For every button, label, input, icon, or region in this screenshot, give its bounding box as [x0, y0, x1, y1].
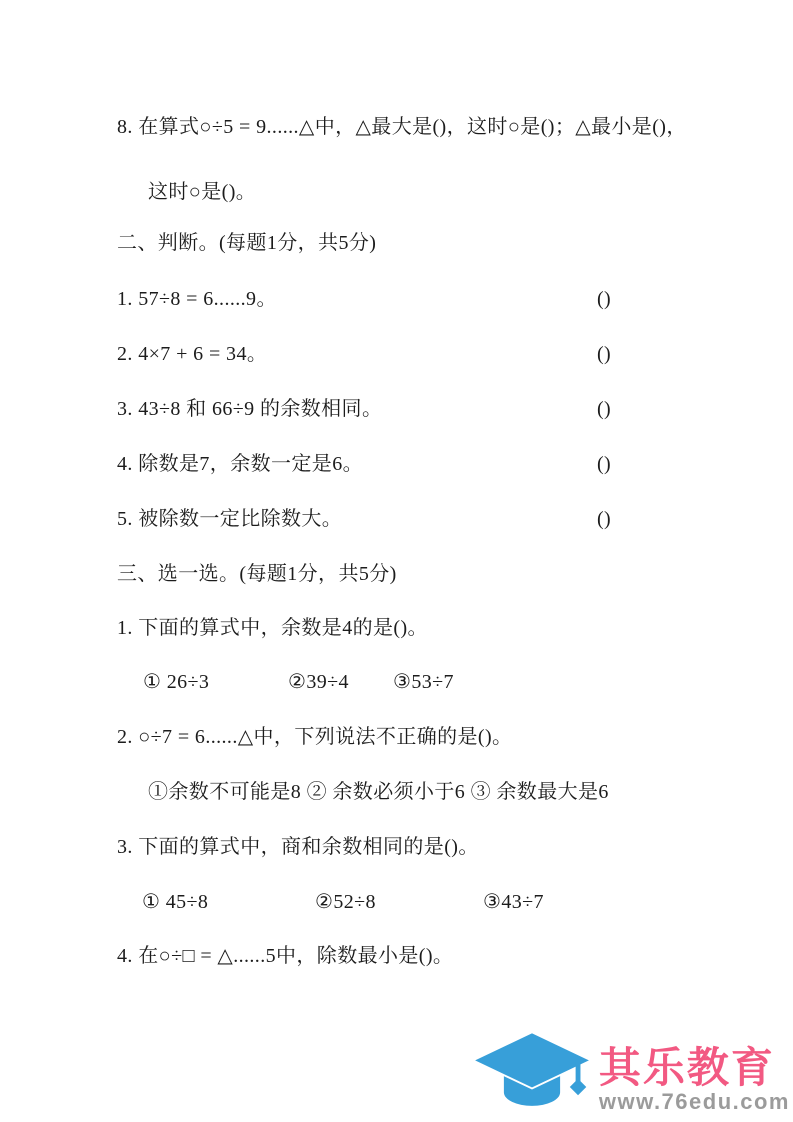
logo-text-block — [599, 1046, 790, 1114]
choice-q4-text: 4. 在○÷□ = △......5中，除数最小是()。 — [117, 945, 454, 967]
judge-item-text: 2. 4×7 + 6 = 34。 — [117, 343, 268, 365]
fill-in-q8-line1: 8. 在算式○÷5 = 9......△中，△最大是()，这时○是()；△最小是()， — [117, 116, 687, 138]
choice-q1-options — [0, 669, 793, 697]
choice-section-header: 三、选一选。(每题1分，共5分) — [117, 563, 397, 585]
choice-q3-option-1: ① 45÷8 — [142, 891, 209, 913]
choice-q3-option-2: ②52÷8 — [315, 891, 376, 913]
choice-q3-options — [0, 889, 793, 917]
choice-q3-option-3: ③43÷7 — [483, 891, 544, 913]
judge-item-text: 1. 57÷8 = 6......9。 — [117, 288, 277, 310]
judge-section-header: 二、判断。(每题1分，共5分) — [117, 232, 377, 254]
choice-q3-text: 3. 下面的算式中，商和余数相同的是()。 — [117, 836, 479, 858]
answer-parentheses: () — [597, 398, 612, 420]
brand-name: 其乐教育 — [598, 1044, 775, 1091]
brand-url: www.76edu.com — [598, 1089, 790, 1114]
fill-in-q8-line2: 这时○是()。 — [148, 181, 257, 203]
judge-item-5 — [117, 506, 637, 533]
choice-q1-option-2: ②39÷4 — [288, 671, 349, 693]
judge-item-text: 3. 43÷8 和 66÷9 的余数相同。 — [117, 398, 383, 420]
graduation-cap-icon — [469, 1030, 595, 1112]
judge-item-text: 4. 除数是7，余数一定是6。 — [117, 453, 363, 475]
judge-item-2 — [117, 341, 637, 368]
judge-item-4 — [117, 451, 637, 478]
answer-parentheses: () — [597, 453, 612, 475]
answer-parentheses: () — [597, 508, 612, 530]
judge-item-3 — [117, 396, 637, 423]
choice-q1-option-1: ① 26÷3 — [143, 671, 210, 693]
site-logo — [469, 1030, 790, 1114]
choice-q1-option-3: ③53÷7 — [393, 671, 454, 693]
judge-item-text: 5. 被除数一定比除数大。 — [117, 508, 343, 530]
answer-parentheses: () — [597, 288, 612, 310]
choice-q1-text: 1. 下面的算式中，余数是4的是()。 — [117, 617, 428, 639]
choice-q2-options: ①余数不可能是8 ② 余数必须小于6 ③ 余数最大是6 — [148, 781, 609, 803]
answer-parentheses: () — [597, 343, 612, 365]
choice-q2-text: 2. ○÷7 = 6......△中，下列说法不正确的是()。 — [117, 726, 513, 748]
judge-item-1 — [117, 286, 637, 313]
